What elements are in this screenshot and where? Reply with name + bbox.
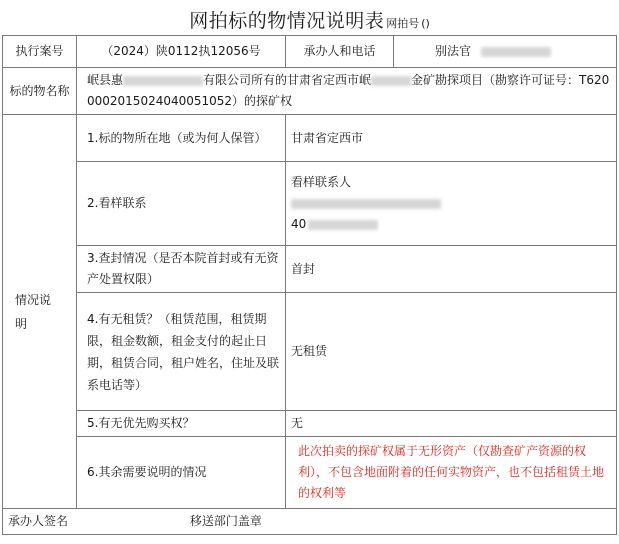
handler-phone-label: 承办人和电话 xyxy=(286,36,394,68)
case-number-label: 执行案号 xyxy=(3,36,77,68)
item-answer-3: 首封 xyxy=(286,246,617,293)
item-row-5 xyxy=(3,411,617,437)
item-answer-2 xyxy=(286,162,617,246)
item-question-3: 3.查封情况（是否本院首封或有无资产处置权限） xyxy=(77,246,286,293)
situation-label: 情况说明 xyxy=(15,292,52,331)
subject-text-3: 金矿勘探项目（勘察许可证号：T62000020150240400510​52）的探矿权 xyxy=(87,73,610,108)
redacted-contact xyxy=(291,199,441,209)
item-question-6: 6.其余需要说明的情况 xyxy=(77,437,286,509)
item-row-6 xyxy=(3,437,617,509)
subject-text-2: 有限公司所有的甘肃省定西市岷 xyxy=(203,73,372,87)
redacted-contact-phone xyxy=(308,220,378,230)
item-question-5: 5.有无优先购买权？ xyxy=(77,411,286,437)
form-title xyxy=(0,6,619,33)
item-answer-4: 无租赁 xyxy=(286,293,617,411)
item-row-4 xyxy=(3,293,617,411)
item-row-1 xyxy=(3,115,617,162)
item-question-4: 4.有无租赁？（租赁范围，租赁期限，租金数额，租金支付的起止日期，租赁合同，租户姓名，住址及联系电话等） xyxy=(77,293,286,411)
case-row xyxy=(3,36,617,68)
auction-number-label: 网拍号 xyxy=(386,17,420,30)
signature-row xyxy=(3,509,617,535)
handler-signature-label: 承办人签名 xyxy=(8,514,69,528)
officer-name: 别法官 xyxy=(435,44,472,58)
redacted-place xyxy=(371,76,411,86)
signature-cell xyxy=(3,509,617,535)
item-row-3 xyxy=(3,246,617,293)
subject-name-value xyxy=(77,68,617,115)
situation-label-cell xyxy=(3,115,77,509)
contact-person-label: 看样联系人 xyxy=(291,175,352,189)
auction-number-value: () xyxy=(421,17,430,30)
contact-person-value xyxy=(291,193,611,214)
dept-seal-label: 移送部门盖章 xyxy=(189,514,262,528)
contact-phone-prefix: 40 xyxy=(291,217,307,231)
subject-name-label: 标的物名称 xyxy=(3,68,77,115)
item-question-2: 2.看样联系 xyxy=(77,162,286,246)
item-row-2 xyxy=(3,162,617,246)
info-table xyxy=(2,35,617,535)
item-question-1: 1.标的物所在地（或为何人保管） xyxy=(77,115,286,162)
item-answer-6: 此次拍卖的探矿权属于无形资产（仅勘查矿产资源的权利），不包含地面附着的任何实物资产，也不包括租赁土地的权利等 xyxy=(286,437,617,509)
item-answer-5: 无 xyxy=(286,411,617,437)
case-number-value: （2024）陕0112执12056号 xyxy=(77,36,286,68)
subject-text-1: 岷县惠 xyxy=(87,73,124,87)
redacted-company xyxy=(123,76,203,86)
handler-phone-value xyxy=(394,36,617,68)
form-title-main: 网拍标的物情况说明表 xyxy=(189,10,385,32)
contact-phone xyxy=(291,214,611,235)
subject-row xyxy=(3,68,617,115)
redacted-phone xyxy=(481,47,551,57)
item-answer-1: 甘肃省定西市 xyxy=(286,115,617,162)
